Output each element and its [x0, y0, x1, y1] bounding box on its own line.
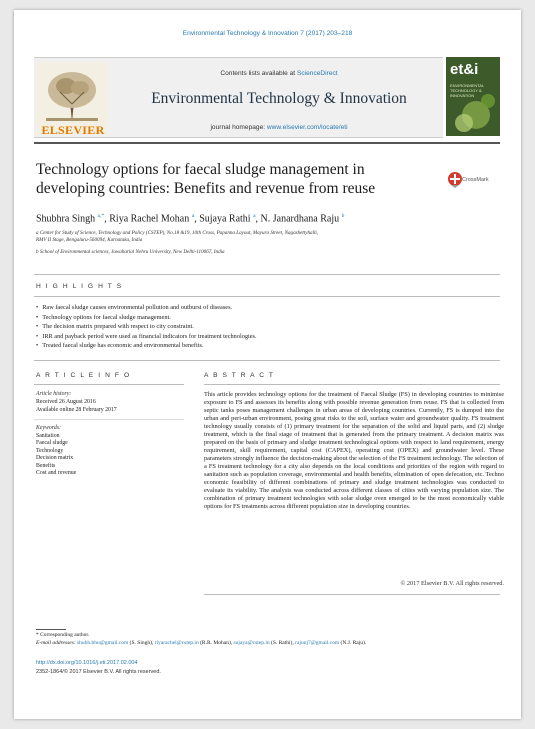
highlights-list	[36, 303, 496, 351]
author-affiliation-marker: a	[253, 213, 256, 219]
highlights-bottom-rule	[34, 360, 500, 361]
author-affiliation-marker: a,*	[97, 213, 105, 219]
abstract-heading: A B S T R A C T	[204, 372, 275, 379]
keyword[interactable]: Decision matrix	[36, 455, 74, 462]
keyword[interactable]: Cost and revenue	[36, 470, 77, 477]
highlight-item: • Raw faecal sludge causes environmental pollution and outburst of diseases.	[36, 303, 496, 313]
author-affiliation-marker: a	[191, 213, 195, 219]
issn-copyright: 2352-1864/© 2017 Elsevier B.V. All rights reserved.	[36, 669, 161, 675]
author-list: Shubhra Singh $^{a,*}$, Riya Rachel Mohan $^a$, Sujaya Rathi $^a$, N. Janardhana Raju $^b$	[36, 213, 345, 225]
article-page	[14, 10, 521, 719]
article-history-label: Article history:	[36, 391, 72, 397]
highlight-item: • IRR and payback period were used as financial indicators for treatment technologies.	[36, 332, 496, 342]
author-name[interactable]: Riya Rachel Mohan	[109, 213, 190, 225]
keyword[interactable]: Benefits	[36, 462, 56, 469]
affiliation-a	[36, 230, 496, 244]
author-affiliation-marker: b	[341, 213, 345, 219]
affiliation-a-line-1: a Center for Study of Science, Technology and Policy (CSTEP), No.18 &19, 10th Cross, Papanna Layout, Mayura Street, Nagashettyhalli,	[36, 230, 319, 236]
highlight-item: • The decision matrix prepared with respect to city constraint.	[36, 322, 496, 332]
affiliation-a-line-2: RMV II Stage, Bengaluru-560094, Karnataka, India	[36, 237, 143, 243]
email-owner: (S. Singh),	[128, 640, 155, 646]
author-name[interactable]: Sujaya Rathi	[199, 213, 251, 225]
crossmark-icon[interactable]	[447, 171, 463, 189]
contents-available	[114, 70, 444, 77]
abstract-text: This article provides technology options for the treatment of Faecal Sludge (FS) in developing countries to minimise exposure to FS and assesses its benefits along with possible revenue generation from reuse. FS that is collected from septic tanks poses management challenges in urban areas of developing countries. Currently, FS is dumped into the urban and peri-urban environment, posing great risks to the soil, surface water and groundwater quality. FS treatment technology usually consists of (1) primary treatment for the separation of the solid and liquid parts, and (2) sludge treatment, which is the final stage of treatment that is generated from the primary treatment. A decision matrix was prepared on the basis of primary and sludge treatment technological options with respect to land requirement, energy requirement, skill requirement, capital cost (CAPEX), operating cost (OPEX) and groundwater level. These parameters strongly influence the decision-making about the selection of the FS treatment technology. The selection of a FS treatment technology for a city also depends on the local conditions and priorities of the region with regard to sanitation such as population coverage, environmental and health benefits, elimination of open defecation, etc. Techno economic feasibility of different combinations of primary and sludge treatment technologies was conducted to evaluate its viability. The analysis was conducted across different classes of cities with varying population size. The combination of primary treatment technologies with solar sludge oven emerged to be the most economically viable options for FS treatments across different population size in developing countries.	[204, 391, 504, 510]
cover-subtitle: ENVIRONMENTAL TECHNOLOGY & INNOVATION	[450, 83, 485, 98]
affiliation-b: b School of Environmental sciences, Jawaharlal Nehru University, New Delhi-110067, India	[36, 249, 225, 255]
email-owner: (R.R. Mohan),	[198, 640, 234, 646]
elsevier-wordmark: ELSEVIER	[41, 123, 105, 137]
sciencedirect-link[interactable]: ScienceDirect	[296, 70, 338, 77]
author-name[interactable]: N. Janardhana Raju	[260, 213, 340, 225]
keyword[interactable]: Sanitation	[36, 433, 60, 439]
cover-logo-text: et&i	[450, 61, 479, 78]
abstract-rule	[204, 384, 500, 385]
keyword-list	[36, 433, 76, 477]
highlight-item: • Technology options for faecal sludge management.	[36, 313, 496, 323]
article-info-divider	[34, 419, 184, 420]
journal-homepage	[114, 124, 444, 131]
journal-title: Environmental Technology & Innovation	[151, 90, 407, 107]
email-link[interactable]: shubh.bhu@gmail.com	[77, 640, 129, 646]
journal-reference: Environmental Technology & Innovation 7 (2017) 203–218	[182, 30, 353, 37]
contents-prefix: Contents lists available at	[220, 70, 297, 77]
email-link[interactable]: sujaya@cstep.in	[233, 640, 270, 646]
journal-cover-thumbnail	[446, 57, 500, 136]
email-owner: (S. Rathi),	[269, 640, 296, 646]
article-info-heading: A R T I C L E I N F O	[36, 372, 131, 379]
email-link[interactable]: rajunj7@gmail.com	[295, 640, 340, 646]
article-title-line-1: Technology options for faecal sludge management in	[36, 161, 365, 178]
footnote-rule	[36, 629, 66, 630]
email-owner: (N.J. Raju).	[339, 640, 367, 646]
highlights-top-rule	[34, 274, 500, 275]
email-link[interactable]: riyarachel@cstep.in	[154, 640, 199, 646]
keyword[interactable]: Technology	[36, 447, 64, 454]
highlights-heading: H I G H L I G H T S	[36, 283, 123, 290]
available-date: Available online 28 February 2017	[36, 407, 117, 413]
highlight-item: • Treated faecal sludge has economic and environmental benefits.	[36, 341, 496, 351]
highlights-heading-rule	[34, 296, 500, 297]
article-info-rule	[34, 384, 184, 385]
homepage-prefix: journal homepage:	[210, 124, 267, 131]
email-addresses	[36, 640, 506, 647]
crossmark-label[interactable]: CrossMark	[462, 177, 489, 183]
corresponding-author-note: * Corresponding author.	[36, 632, 90, 638]
author-name[interactable]: Shubhra Singh	[36, 213, 96, 225]
article-title-line-2: developing countries: Benefits and revenue from reuse	[36, 180, 376, 197]
received-date: Received 26 August 2016	[36, 399, 96, 405]
homepage-link[interactable]: www.elsevier.com/locate/eti	[266, 124, 348, 131]
keywords-label: Keywords:	[36, 425, 61, 431]
abstract-bottom-rule	[204, 594, 500, 595]
keyword[interactable]: Faecal sludge	[36, 440, 68, 447]
abstract-copyright: © 2017 Elsevier B.V. All rights reserved.	[400, 580, 504, 587]
article-title	[36, 160, 426, 198]
doi-link[interactable]: http://dx.doi.org/10.1016/j.eti.2017.02.004	[36, 660, 138, 666]
header-divider	[34, 142, 500, 144]
email-label: E-mail addresses:	[36, 640, 78, 646]
